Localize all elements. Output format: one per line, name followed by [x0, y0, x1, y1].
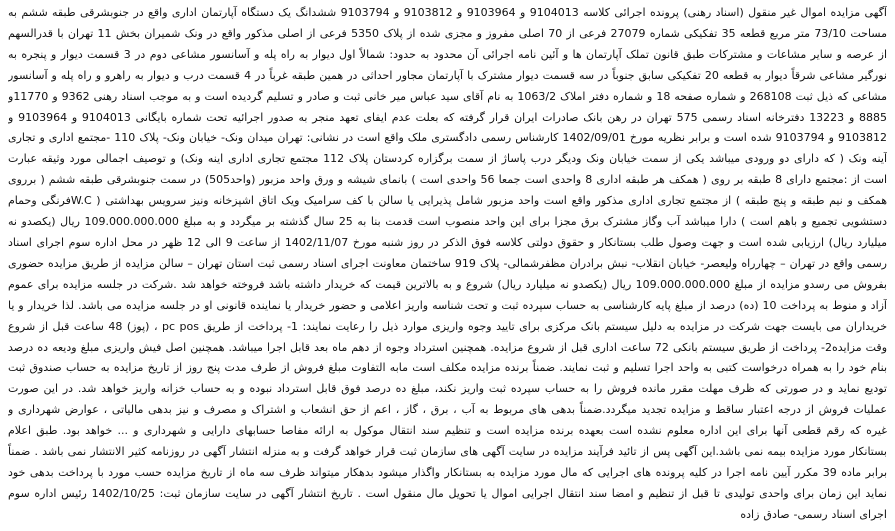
auction-notice-text: آگهی مزایده اموال غیر منقول (اسناد رهنی) پرونده اجرائی کلاسه 9104013 و 9103964 و 9103812 و 9103794 ششدانگ یک دستگاه آپارتمان اداری واقع در جنوبشرقی طبقه ششم به مساحت 73/10 متر مربع قطعه 35 تفکیکی شماره 27079 فرعی از 70 اصلی مفروز و مجزی شده از پلاک 5350 فرعی از اصلی مذکور واقع در ونک شمیران بخش 11 تهران با قدرالسهم از عرصه و سایر مشاعات و مشترکات طبق قانون تملک آپارتمان ها و آئین نامه اجرائی آن محدود به حدود: شمالاً اول دیوار به راه پله و آسانسور مشاعی دوم در 3 قسمت دیوار و پنجره به نورگیر مشاعی شرقاً دیوار به قطعه 20 تفکیکی سابق جنوباً در سه قسمت دیوار مشترک با آپارتمان مجاور احداثی در همین طبقه غرباً در 4 قسمت درب و دیوار به راهرو و راه پله و آسانسور مشاعی که ذیل ثبت 268108 و شماره صفحه 18 و شماره دفتر املاک 1063/2 به نام آقای سید عباس میر خانی ثبت و صادر و تسلیم گردیده است و به موجب اسناد رهنی 9362 و 11770و 8885 و 13223 دفترخانه اسناد رسمی 575 تهران در رهن بانک صادرات ایران قرار گرفته که بعلت عدم ایفای تعهد منجر به صدور اجرائیه تحت شماره بایگانی 9104013 و 9103964 و 9103812 و 9103794 شده است و برابر نظریه مورخ 1402/09/01 کارشناس رسمی دادگستری ملک واقع است در نشانی: تهران میدان ونک- خیابان ونک- پلاک 110 -مجتمع اداری و تجاری آینه ونک ( که دارای دو ورودی میباشد یکی از سمت خیابان ونک ودیگر درب پاساژ از سمت برگزاره کردستان پلاک 112 مجتمع تجاری اداری اینه ونک) و توصیف اجمالی مورد وثیقه عبارت است از :مجتمع دارای 8 طبقه بر روی ( همکف هر طبقه اداری 8 واحدی است جمعا 56 واحدی است ) بانمای شیشه و ورق واحد مزبور (واحد505) در سمت جنوبشرقی طبقه ششم ( برروی همکف و نیم طبقه و پنج طبقه ) از مجتمع تجاری اداری مذکور واقع است واحد مزبور شامل پذیرایی یا سالن با کف سرامیک ویک اتاق اشپزخانه ونیز سرویس بهداشتی ( W.Cفرنگی وحمام دستشویی تجمیع و باهم است ) دارا میباشد آب وگاز مشترک برق مجزا برای این واحد منصوب است قدمت بنا به 25 سال گذشته بر میگردد و به مبلغ 109.000.000.000 ریال (یکصدو نه میلیارد ریال) ارزیابی شده است و جهت وصول طلب بستانکار و حقوق دولتی کلاسه فوق الذکر در روز شنبه مورخ 1402/11/07 از ساعت 9 الی 12 ظهر در محل اداره سوم اجرای اسناد رسمی واقع در تهران – چهارراه ولیعصر- خیابان انقلاب- نبش برادران مظفرشمالی- پلاک 919 ساختمان معاونت اجرای اسناد رسمی ثبت استان تهران – سالن مزایده از طریق مزایده حضوری بفروش می رسدو مزایده از مبلغ 109.000.000.000 ریال (یکصدو نه میلیارد ریال) شروع و به بالاترین قیمت که خریدار داشته باشد فروخته خواهد شد .شرکت در جلسه مزایده برای عموم آزاد و منوط به پرداخت 10 (ده) درصد از مبلغ پایه کارشناسی به حساب سپرده ثبت و تحت شناسه واریز اعلامی و حضور خریدار یا نماینده قانونی او در جلسه مزایده می باشد. لذا خریدار و یا خریداران می بایست جهت شرکت در مزایده به دلیل سیستم بانک مرکزی برای تایید وجوه واریزی موارد ذیل را رعایت نمایند: 1- پرداخت از طریق pc pos ، (پوز) 48 ساعت قبل از شروع وقت مزایده2- پرداخت از طریق سیستم بانکی 72 ساعت اداری قبل از شروع مزایده. همچنین استرداد وجوه از دهم ماه بعد قابل اجرا میباشد. همچنین اصل فیش واریزی مبلغ ودیعه ده درصد بنام خود را به همراه درخواست کتبی به واحد اجرا تسلیم و ثبت نمایند. ضمناً برنده مزایده مکلف است مابه التفاوت مبلغ فروش از طرف مدت پنج روز از تاریخ مزایده به حساب صندوق ثبت تودیع نماید و در صورتی که ظرف مهلت مقرر مانده فروش را به حساب سپرده ثبت واریز نکند، مبلغ ده درصد فوق قابل استرداد نبوده و به حساب خزانه واریز خواهد شد. در این صورت عملیات فروش از درجه اعتبار ساقط و مزایده تجدید میگردد.ضمناً بدهی های مربوط به آب ، برق ، گاز ، اعم از حق انشعاب و اشتراک و مصرف و نیز بدهی مالیاتی ، عوارض شهرداری و غیره که رقم قطعی آنها برای این اداره معلوم نشده است بعهده برنده مزایده است و تنظیم سند انتقال موکول به ارائه مفاصا حسابهای دارایی و شهرداری و ... خواهد بود. طبق اعلام بستانکار مورد مزایده بیمه نمی باشد.این آگهی پس از تائید فرآیند مزایده در سایت آگهی های سازمان ثبت قرار خواهد گرفت و به منزله انتشار آگهی در روزنامه کثیر الانتشار نمی باشد . ضمناً برابر ماده 39 مکرر آیین نامه اجرا در کلیه پرونده های اجرایی که مال مورد مزایده به بستانکار واگذار میشود بدهکار میتواند ظرف سه ماه از تاریخ مزایده حسب مورد با پرداخت بدهی خود نماید این زمان برای واحدی تولیدی تا قبل از تنظیم و امضا سند انتقال اجرایی اموال یا تحویل مال منقول است . تاریخ انتشار آگهی در سایت سازمان ثبت: 1402/10/25 رئیس اداره سوم اجرای اسناد رسمی- صادق زاده — [8, 6, 887, 521]
